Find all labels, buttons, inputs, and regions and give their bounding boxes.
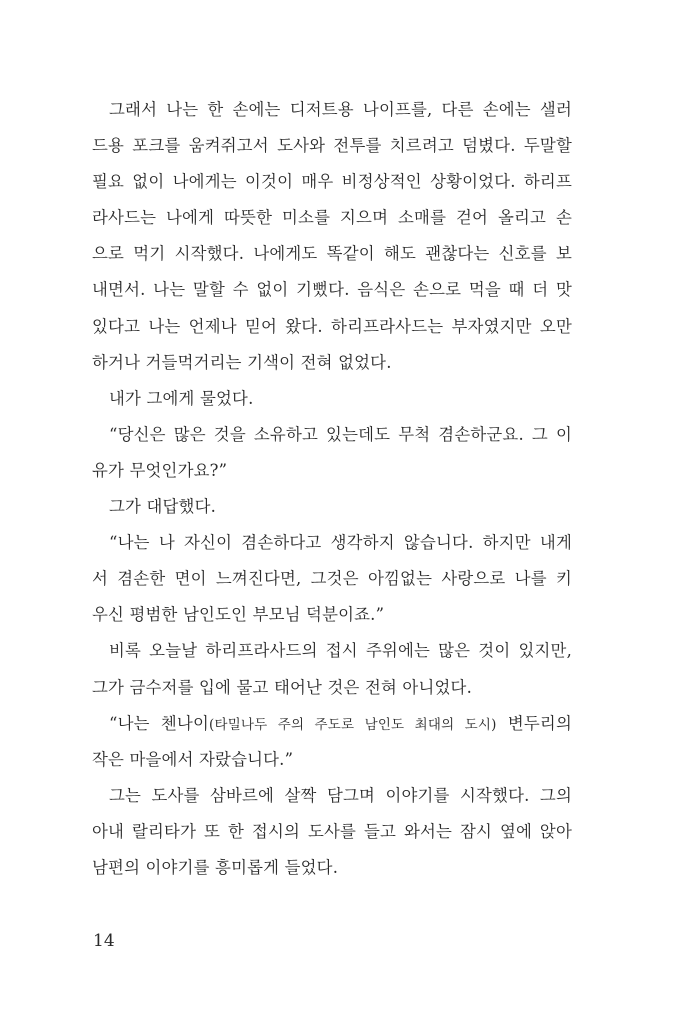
translator-note: (타밀나두 주의 주도로 남인도 최대의 도시) bbox=[208, 716, 497, 733]
dialogue-line-with-annotation bbox=[92, 706, 572, 742]
text-line: 라사드는 나에게 따뜻한 미소를 지으며 소매를 걷어 올리고 손 bbox=[92, 208, 572, 228]
text-line: 남편의 이야기를 흥미롭게 들었다. bbox=[92, 857, 339, 877]
page-number: 14 bbox=[93, 931, 115, 951]
body-text bbox=[92, 92, 572, 886]
text-line: 그는 도사를 삼바르에 살짝 담그며 이야기를 시작했다. 그의 bbox=[109, 785, 572, 805]
dialogue-line: “당신은 많은 것을 소유하고 있는데도 무척 겸손하군요. 그 이 bbox=[109, 424, 572, 444]
text-line: 그가 금수저를 입에 물고 태어난 것은 전혀 아니었다. bbox=[92, 677, 472, 697]
dialogue-line: 작은 마을에서 자랐습니다.” bbox=[92, 749, 294, 769]
dialogue-line: 서 겸손한 면이 느껴진다면, 그것은 아낌없는 사랑으로 나를 키 bbox=[92, 569, 572, 589]
text-line: 내면서. 나는 말할 수 없이 기뻤다. 음식은 손으로 먹을 때 더 맛 bbox=[92, 280, 572, 300]
text-line: 하거나 거들먹거리는 기색이 전혀 없었다. bbox=[92, 352, 392, 372]
dialogue-line: 유가 무엇인가요?” bbox=[92, 460, 228, 480]
text-line: 으로 먹기 시작했다. 나에게도 똑같이 해도 괜찮다는 신호를 보 bbox=[92, 244, 572, 264]
text-line: 필요 없이 나에게는 이것이 매우 비정상적인 상황이었다. 하리프 bbox=[92, 172, 572, 192]
text-line: 그래서 나는 한 손에는 디저트용 나이프를, 다른 손에는 샐러 bbox=[109, 100, 572, 119]
text-line: 드용 포크를 움켜쥐고서 도사와 전투를 치르려고 덤볐다. 두말할 bbox=[92, 136, 572, 156]
text-line: 비록 오늘날 하리프라사드의 접시 주위에는 많은 것이 있지만, bbox=[109, 641, 572, 661]
text-line: 아내 랄리타가 또 한 접시의 도사를 들고 와서는 잠시 옆에 앉아 bbox=[92, 821, 572, 841]
text-line: 내가 그에게 물었다. bbox=[109, 388, 254, 408]
dialogue-line: 우신 평범한 남인도인 부모님 덕분이죠.” bbox=[92, 605, 385, 625]
dialogue-line: “나는 나 자신이 겸손하다고 생각하지 않습니다. 하지만 내게 bbox=[109, 533, 572, 553]
text-line: 있다고 나는 언제나 믿어 왔다. 하리프라사드는 부자였지만 오만 bbox=[92, 316, 572, 336]
dialogue-text: 변두리의 bbox=[496, 713, 572, 733]
dialogue-text: “나는 첸나이 bbox=[109, 713, 209, 733]
text-line: 그가 대답했다. bbox=[109, 497, 217, 517]
